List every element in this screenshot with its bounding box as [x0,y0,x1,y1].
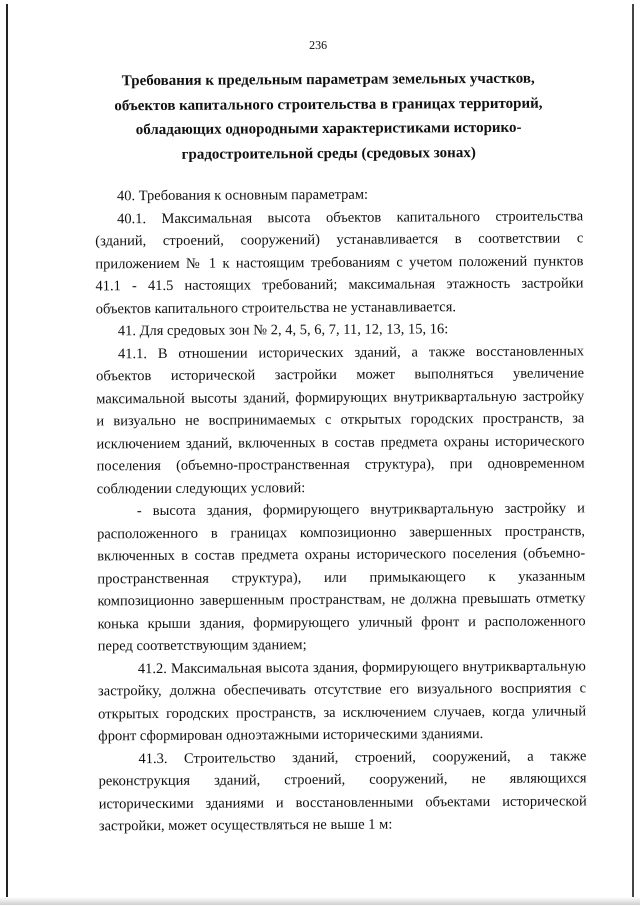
paragraph-41-1-line: соблюдении следующих условий: [96,479,306,497]
list-item-line: композиционно завершенным пространствам, не должна превышать отметку [97,590,586,610]
paragraph-40-1-line: (зданий, строений, сооружений) устанавливается в соответствии с [95,230,584,250]
paragraph-41-1-line: 41.1. В отношении исторических зданий, а также восстановленных [117,342,584,362]
paragraph-41-1-line: максимальной высоты зданий, формирующих внутриквартальную застройку [96,387,585,407]
paragraph-40-1-line: приложением № 1 к настоящим требованиям с учетом положений пунктов [95,252,584,272]
paragraph-41-1-line: и визуально не воспринимаемых с открытых городских пространств, за [96,410,585,430]
paragraph-41-2-line: открытых городских пространств, за исключением случаев, когда уличный [98,702,587,722]
paragraph-40-1-line: 40.1. Максимальная высота объектов капитального строительства [117,207,584,227]
list-item-line: пространственная структура), или примыкающего к указанным [97,567,586,587]
paragraph-41-2-line: 41.2. Максимальная высота здания, формирующего внутриквартальную [137,657,586,677]
title-line: Требования к предельным параметрам земельных участков, [121,70,535,90]
paragraph-41-2-line: фронт сформирован одноэтажными историческими зданиями. [98,726,484,745]
paragraph-41-1-line: объектов исторической застройки может выполняться увеличение [96,365,585,385]
title-line: объектов капитального строительства в границах территорий, [114,95,543,114]
paragraph-41-1-line: поселения (объемно-пространственная структура), при одновременном [96,455,585,475]
page-number: 236 [309,37,328,53]
paragraph-41-3-line: 41.3. Строительство зданий, строений, сооружений, а также [138,747,587,767]
title-line: обладающих однородными характеристиками историко- [135,119,522,139]
paragraph-41-2-line: застройку, должна обеспечивать отсутствие его визуального восприятия с [97,680,587,700]
list-item-line: - высота здания, формирующего внутриквартальную застройку и [136,500,585,520]
list-item-line: перед соответствующим зданием; [97,637,307,655]
paragraph-41-3-line: застройки, может осуществляться не выше 1 м: [98,816,393,835]
paragraph-41-heading: 41. Для средовых зон № 2, 4, 5, 6, 7, 11, 12, 13, 15, 16: [117,321,449,340]
list-item-line: включенных в состав предмета охраны исторического поселения (объемно- [97,545,586,565]
list-item-line: расположенного в границах композиционно завершенных пространств, [96,522,586,542]
paragraph-40-1-line: 41.1 - 41.5 настоящих требований; максимальная этажность застройки [95,275,584,295]
title-line: градостроительной среды (средовых зонах) [181,144,476,163]
document-body [95,182,587,837]
paragraph-41-1-line: исключением зданий, включенных в состав предмета охраны исторического [96,432,585,452]
paragraph-41-3-line: историческими зданиями и восстановленными объектами исторической [98,792,587,812]
paragraph-40-heading: 40. Требования к основным параметрам: [116,186,369,205]
document-title [98,67,559,168]
paragraph-41-3-line: реконструкция зданий, строений, сооружений, не являющихся [98,770,587,790]
paragraph-40-1-line: объектов капитального строительства не устанавливается. [95,298,457,317]
list-item-line: конька крыши здания, формирующего уличный фронт и расположенного [97,612,586,632]
